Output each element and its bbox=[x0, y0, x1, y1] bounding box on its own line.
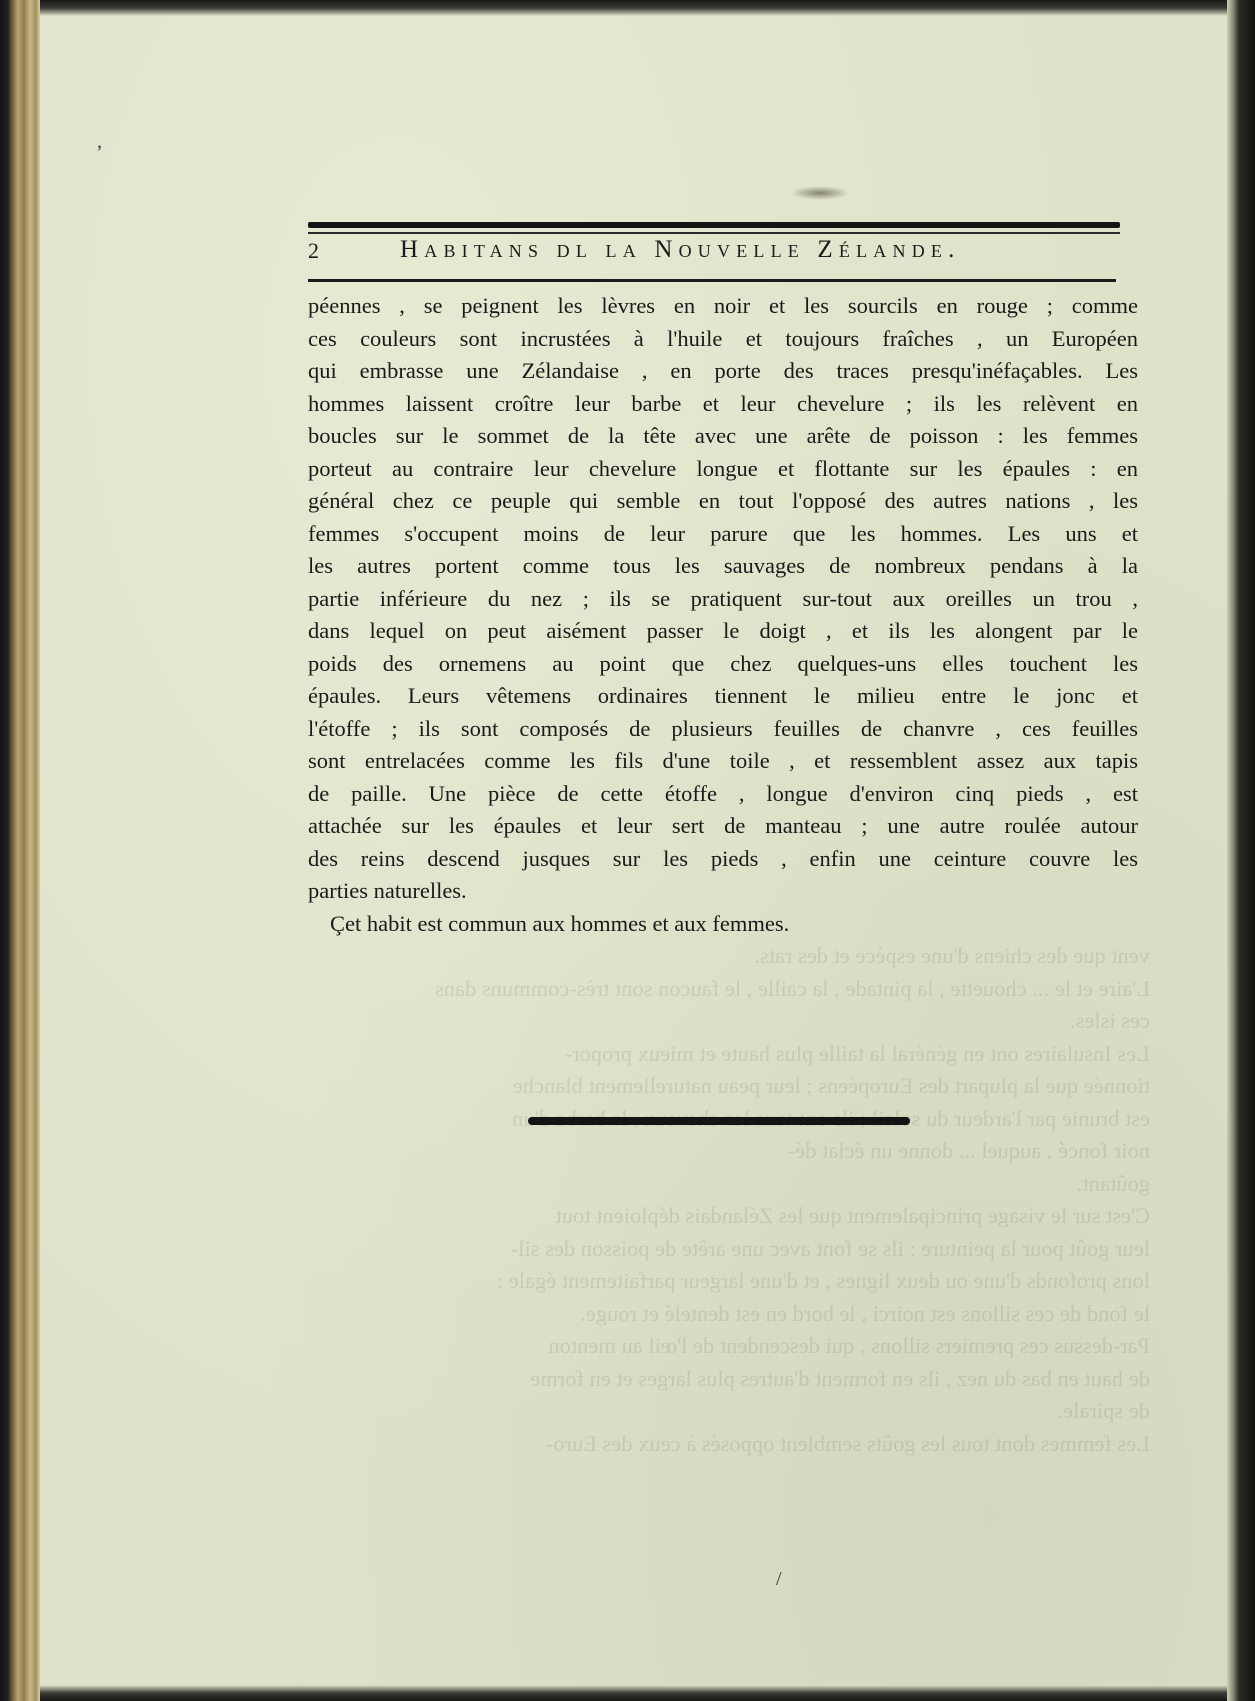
running-head-title: Habitans dl la Nouvelle Zélande. bbox=[400, 236, 961, 263]
text-line: porteut au contraire leur chevelure longue et flottante sur les épaules : en bbox=[308, 455, 1138, 481]
text-line: boucles sur le sommet de la tête avec une arête de poisson : les femmes bbox=[308, 423, 1138, 448]
header-rule-thick bbox=[308, 222, 1120, 228]
text-line: épaules. Leurs vêtemens ordinaires tiennent le milieu entre le jonc et bbox=[308, 683, 1138, 708]
text-line: poids des ornemens au point que chez quelques-uns elles touchent les bbox=[308, 650, 1138, 676]
text-line: ces couleurs sont incrustées à l'huile et toujours fraîches , un Européen bbox=[308, 325, 1138, 351]
running-head bbox=[308, 236, 1138, 276]
end-rule bbox=[528, 1117, 910, 1125]
text-line: qui embrasse une Zélandaise , en porte des traces presqu'inéfaçables. Les bbox=[308, 358, 1138, 383]
text-line: partie inférieure du nez ; ils se pratiquent sur-tout aux oreilles un trou , bbox=[308, 585, 1138, 611]
margin-mark: ʼ bbox=[96, 142, 103, 164]
text-line: attachée sur les épaules et leur sert de manteau ; une autre roulée autour bbox=[308, 813, 1138, 838]
body-text bbox=[308, 290, 1138, 940]
page-edge-top bbox=[40, 0, 1230, 16]
text-line: parties naturelles. bbox=[308, 878, 467, 903]
text-line: de paille. Une pièce de cette étoffe , longue d'environ cinq pieds , est bbox=[308, 780, 1138, 806]
page-number: 2 bbox=[308, 238, 319, 263]
text-line: l'étoffe ; ils sont composés de plusieurs feuilles de chanvre , ces feuilles bbox=[308, 715, 1138, 741]
text-line: les autres portent comme tous les sauvages de nombreux pendans à la bbox=[308, 553, 1138, 578]
header-rule-thin bbox=[308, 232, 1120, 234]
margin-mark: / bbox=[776, 1568, 782, 1590]
header-rule-bottom bbox=[308, 279, 1116, 282]
closing-line: Çet habit est commun aux hommes et aux femmes. bbox=[330, 910, 790, 936]
text-line: des reins descend jusques sur les pieds , enfin une ceinture couvre les bbox=[308, 845, 1138, 871]
text-line: hommes laissent croître leur barbe et leur chevelure ; ils les relèvent en bbox=[308, 390, 1138, 416]
text-line: femmes s'occupent moins de leur parure que les hommes. Les uns et bbox=[308, 520, 1138, 546]
ink-smudge bbox=[790, 186, 850, 200]
page-edge-bottom bbox=[40, 1685, 1230, 1701]
page-edge-left bbox=[0, 0, 40, 1701]
text-line: péennes , se peignent les lèvres en noir et les sourcils en rouge ; comme bbox=[308, 293, 1138, 318]
text-line: dans lequel on peut aisément passer le doigt , et ils les alongent par le bbox=[308, 618, 1138, 643]
text-line: général chez ce peuple qui semble en tout l'opposé des autres nations , les bbox=[308, 488, 1138, 513]
text-line: sont entrelacées comme les fils d'une toile , et ressemblent assez aux tapis bbox=[308, 748, 1138, 773]
page-edge-right bbox=[1227, 0, 1255, 1701]
